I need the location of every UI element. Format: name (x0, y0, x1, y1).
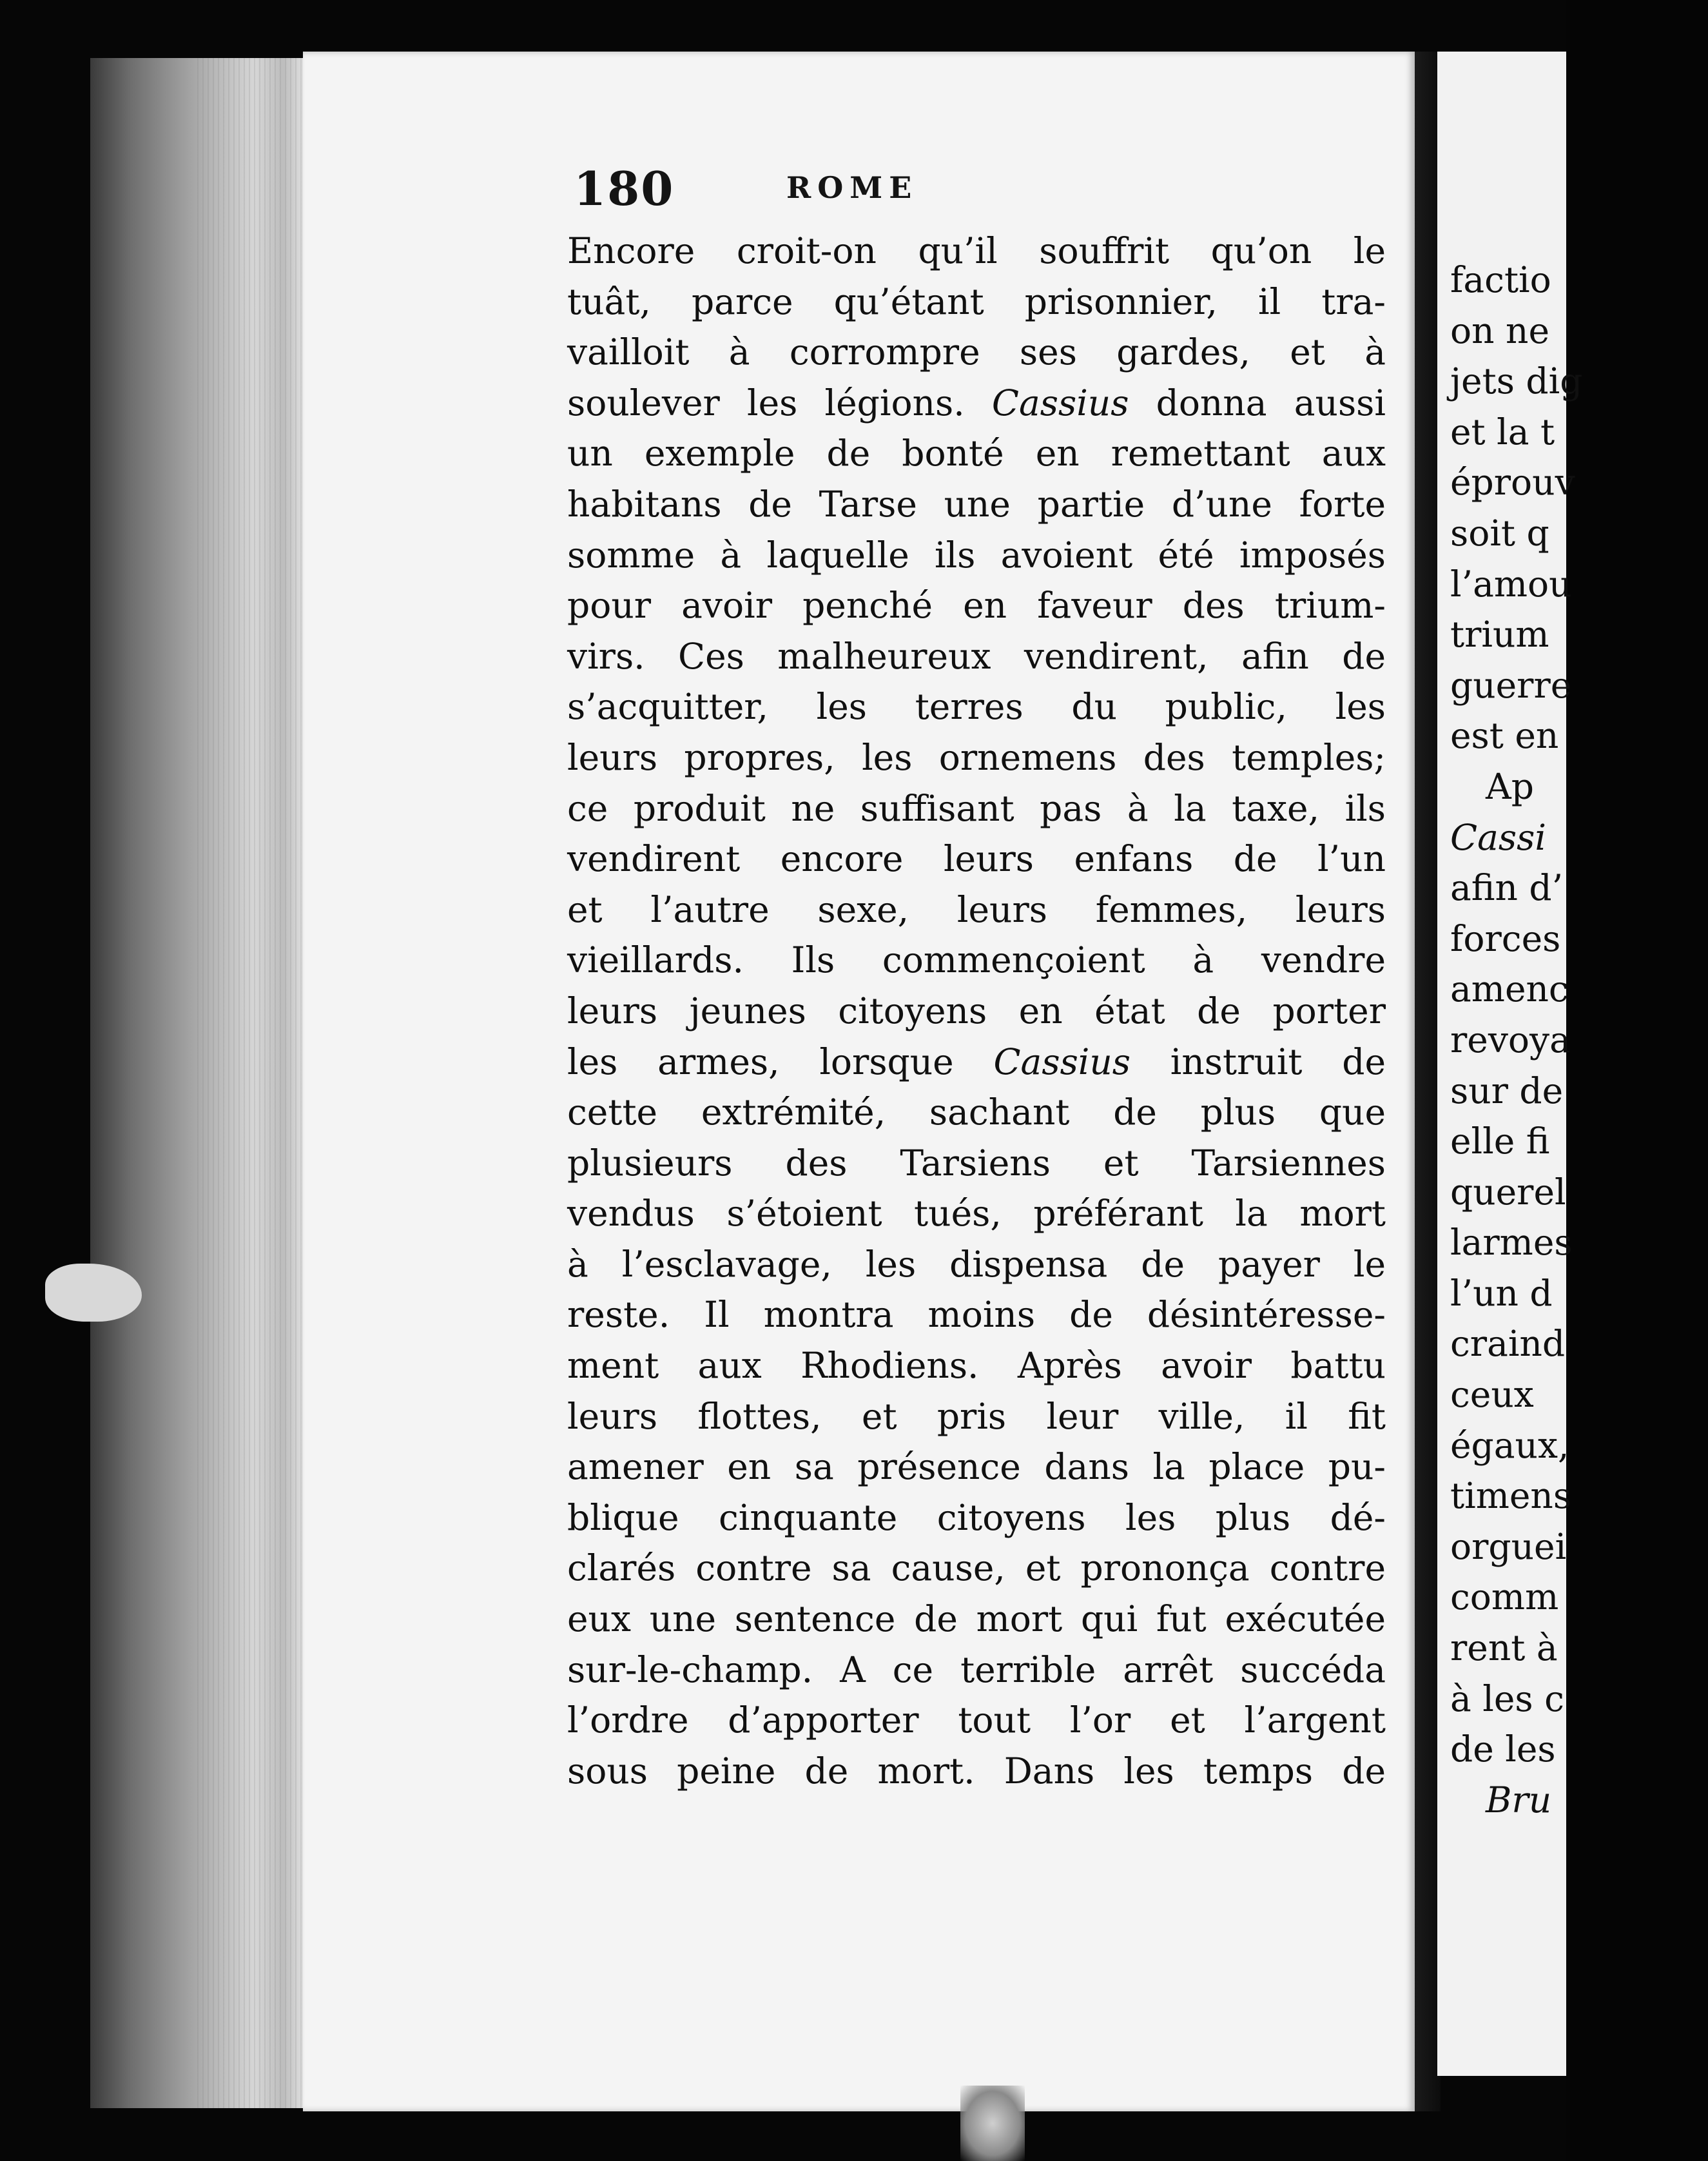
page-number: 180 (574, 161, 675, 216)
right-page-line: on ne (1450, 309, 1549, 351)
text-line: vendus s’étoient tués, préférant la mort (567, 1193, 1386, 1235)
right-page-line: jets dig (1450, 360, 1583, 402)
text-line: sur-le-champ. A ce terrible arrêt succéda (567, 1648, 1386, 1690)
right-page-line: rent à (1450, 1627, 1558, 1669)
right-page-line: trium (1450, 614, 1549, 656)
text-line: ce produit ne suffisant pas à la taxe, ils (567, 787, 1386, 829)
text-line (567, 378, 1386, 429)
text-line: leurs jeunes citoyens en état de porter (567, 990, 1386, 1032)
italic-name: Cassius (993, 1041, 1131, 1082)
right-page-line: est en (1450, 715, 1559, 757)
text-line: pour avoir penché en faveur des trium- (567, 585, 1386, 627)
right-page-line: larmes (1450, 1222, 1573, 1264)
right-page-line: timens (1450, 1475, 1572, 1517)
right-page-line: de les (1450, 1728, 1556, 1770)
text-line: leurs flottes, et pris leur ville, il fit (567, 1395, 1386, 1437)
text-line: reste. Il montra moins de désintéresse- (567, 1294, 1386, 1336)
text-run: soulever les légions. (567, 382, 992, 424)
text-line: eux une sentence de mort qui fut exécutée (567, 1598, 1386, 1640)
italic-name: Cassius (991, 382, 1129, 424)
right-page-line: craind (1450, 1323, 1566, 1365)
right-page-line: forces (1450, 917, 1561, 959)
page-edges (193, 58, 309, 2108)
right-page-line: guerre (1450, 664, 1572, 706)
right-page-line (1450, 1775, 1708, 1826)
body-text (567, 226, 1386, 1796)
right-page-text (1450, 255, 1708, 1825)
text-line: vailloit à corrompre ses gardes, et à (567, 331, 1386, 373)
right-page-line: à les c (1450, 1677, 1564, 1719)
text-line: leurs propres, les ornemens des temples; (567, 736, 1386, 778)
text-line: amener en sa présence dans la place pu- (567, 1446, 1386, 1488)
text-line: vendirent encore leurs enfans de l’un (567, 838, 1386, 880)
right-page-line (1450, 812, 1708, 863)
text-line (567, 1037, 1386, 1088)
page-header (574, 161, 1089, 219)
text-line: un exemple de bonté en remettant aux (567, 433, 1386, 474)
text-line: s’acquitter, les terres du public, les (567, 686, 1386, 728)
italic-name: Bru (1486, 1779, 1552, 1821)
text-line: plusieurs des Tarsiens et Tarsiennes (567, 1142, 1386, 1184)
scan-artifact (960, 2086, 1025, 2161)
text-line: cette extrémité, sachant de plus que (567, 1091, 1386, 1133)
text-line: à l’esclavage, les dispensa de payer le (567, 1243, 1386, 1285)
text-line: virs. Ces malheureux vendirent, afin de (567, 635, 1386, 677)
right-page-line: l’amou (1450, 563, 1572, 605)
right-page-line: revoya (1450, 1019, 1571, 1061)
text-line: tuât, parce qu’étant prisonnier, il tra- (567, 280, 1386, 322)
text-line: Encore croit-on qu’il souffrit qu’on le (567, 230, 1386, 271)
text-line: vieillards. Ils commençoient à vendre (567, 939, 1386, 981)
text-line: habitans de Tarse une partie d’une forte (567, 483, 1386, 525)
text-line: l’ordre d’apporter tout l’or et l’argent (567, 1699, 1386, 1741)
right-page-line: amenc (1450, 968, 1569, 1010)
right-page-line: et la t (1450, 411, 1555, 453)
right-page-line: ceux (1450, 1374, 1534, 1416)
right-page-line: égaux, (1450, 1424, 1569, 1466)
text-line: ment aux Rhodiens. Après avoir battu (567, 1345, 1386, 1387)
right-page-line: sur de (1450, 1070, 1564, 1111)
text-run: donna aussi (1129, 382, 1386, 424)
right-page-line: soit q (1450, 512, 1549, 554)
italic-name: Cassi (1450, 816, 1546, 858)
right-page-line: l’un d (1450, 1272, 1553, 1314)
right-page-line: Ap (1486, 765, 1534, 807)
text-line: sous peine de mort. Dans les temps de (567, 1750, 1386, 1792)
text-run: les armes, lorsque (567, 1041, 994, 1082)
text-run: instruit de (1131, 1041, 1386, 1082)
text-line: clarés contre sa cause, et prononça contre (567, 1547, 1386, 1589)
right-page-line: orguei (1450, 1525, 1567, 1567)
right-page-line: afin d’ (1450, 867, 1564, 909)
right-page-line: factio (1450, 259, 1551, 300)
right-page-line: éprouv (1450, 462, 1575, 504)
text-line: somme à laquelle ils avoient été imposés (567, 534, 1386, 576)
running-head: ROME (786, 170, 918, 205)
book-gutter (1415, 52, 1441, 2111)
right-page-line: elle fi (1450, 1120, 1550, 1162)
text-line: et l’autre sexe, leurs femmes, leurs (567, 888, 1386, 930)
text-line: blique cinquante citoyens les plus dé- (567, 1496, 1386, 1538)
right-page-line: querel (1450, 1171, 1566, 1213)
right-page (1437, 52, 1583, 2076)
right-page-line: comm (1450, 1576, 1559, 1618)
